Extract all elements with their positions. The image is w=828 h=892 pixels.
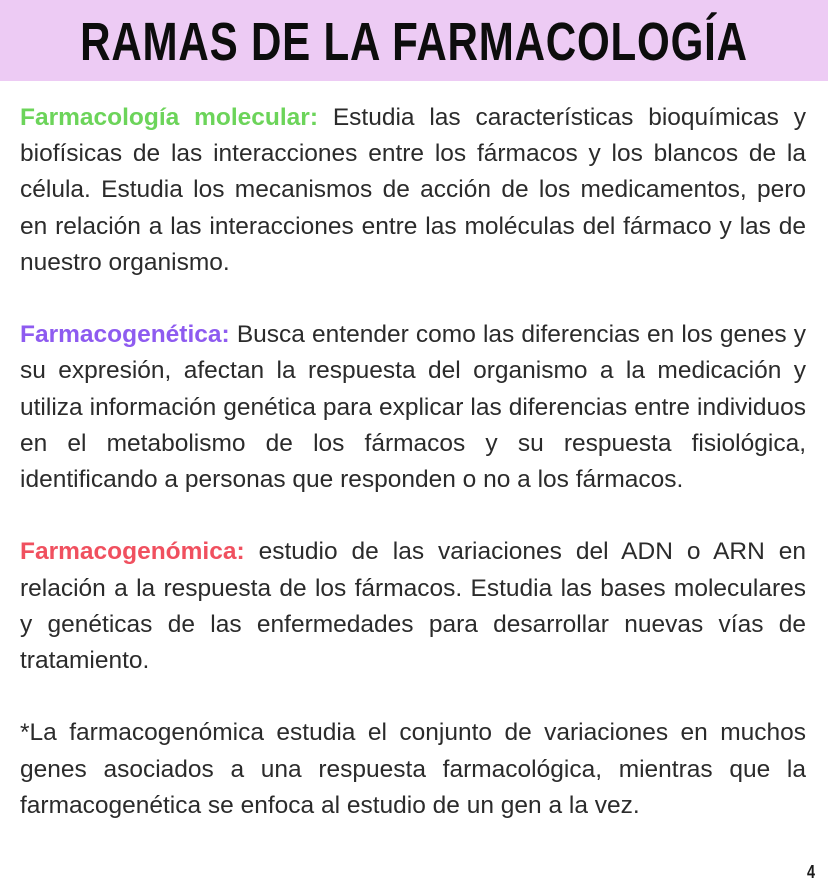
page-title: RAMAS DE LA FARMACOLOGÍA	[80, 11, 748, 72]
section-farmacogenetica	[20, 317, 806, 498]
section-text: Estudia las características bioquímicas y biofísicas de las interacciones entre los fármacos y los blancos de la célula. Estudia los mecanismos de acción de los medicamentos, pero en relación a las interacciones entre las moléculas del fármaco y las de nuestro organismo.	[20, 104, 806, 276]
section-label: Farmacogenómica:	[20, 538, 245, 566]
section-text: estudio de las variaciones del ADN o ARN en relación a la respuesta de los fármacos. Estudia las bases moleculares y genéticas de las enfermedades para desarrollar nuevas vías de tratamiento.	[20, 538, 806, 675]
section-label: Farmacogenética:	[20, 321, 230, 349]
title-banner	[0, 0, 828, 81]
section-farmacologia-molecular	[20, 100, 806, 281]
section-label: Farmacología molecular:	[20, 104, 319, 131]
section-text: Busca entender como las diferencias en los genes y su expresión, afectan la respuesta del organismo a la medicación y utiliza información genética para explicar las diferencias entre individuos en el metabolismo de los fármacos y su respuesta fisiológica, identificando a personas que responden o no a los fármacos.	[20, 321, 806, 494]
page-number: 4	[806, 862, 815, 882]
footnote: *La farmacogenómica estudia el conjunto de variaciones en muchos genes asociados a una respuesta farmacológica, mientras que la farmacogenética se enfoca al estudio de un gen a la vez.	[20, 719, 806, 819]
document-body	[20, 100, 806, 860]
section-farmacogenomica	[20, 534, 806, 679]
